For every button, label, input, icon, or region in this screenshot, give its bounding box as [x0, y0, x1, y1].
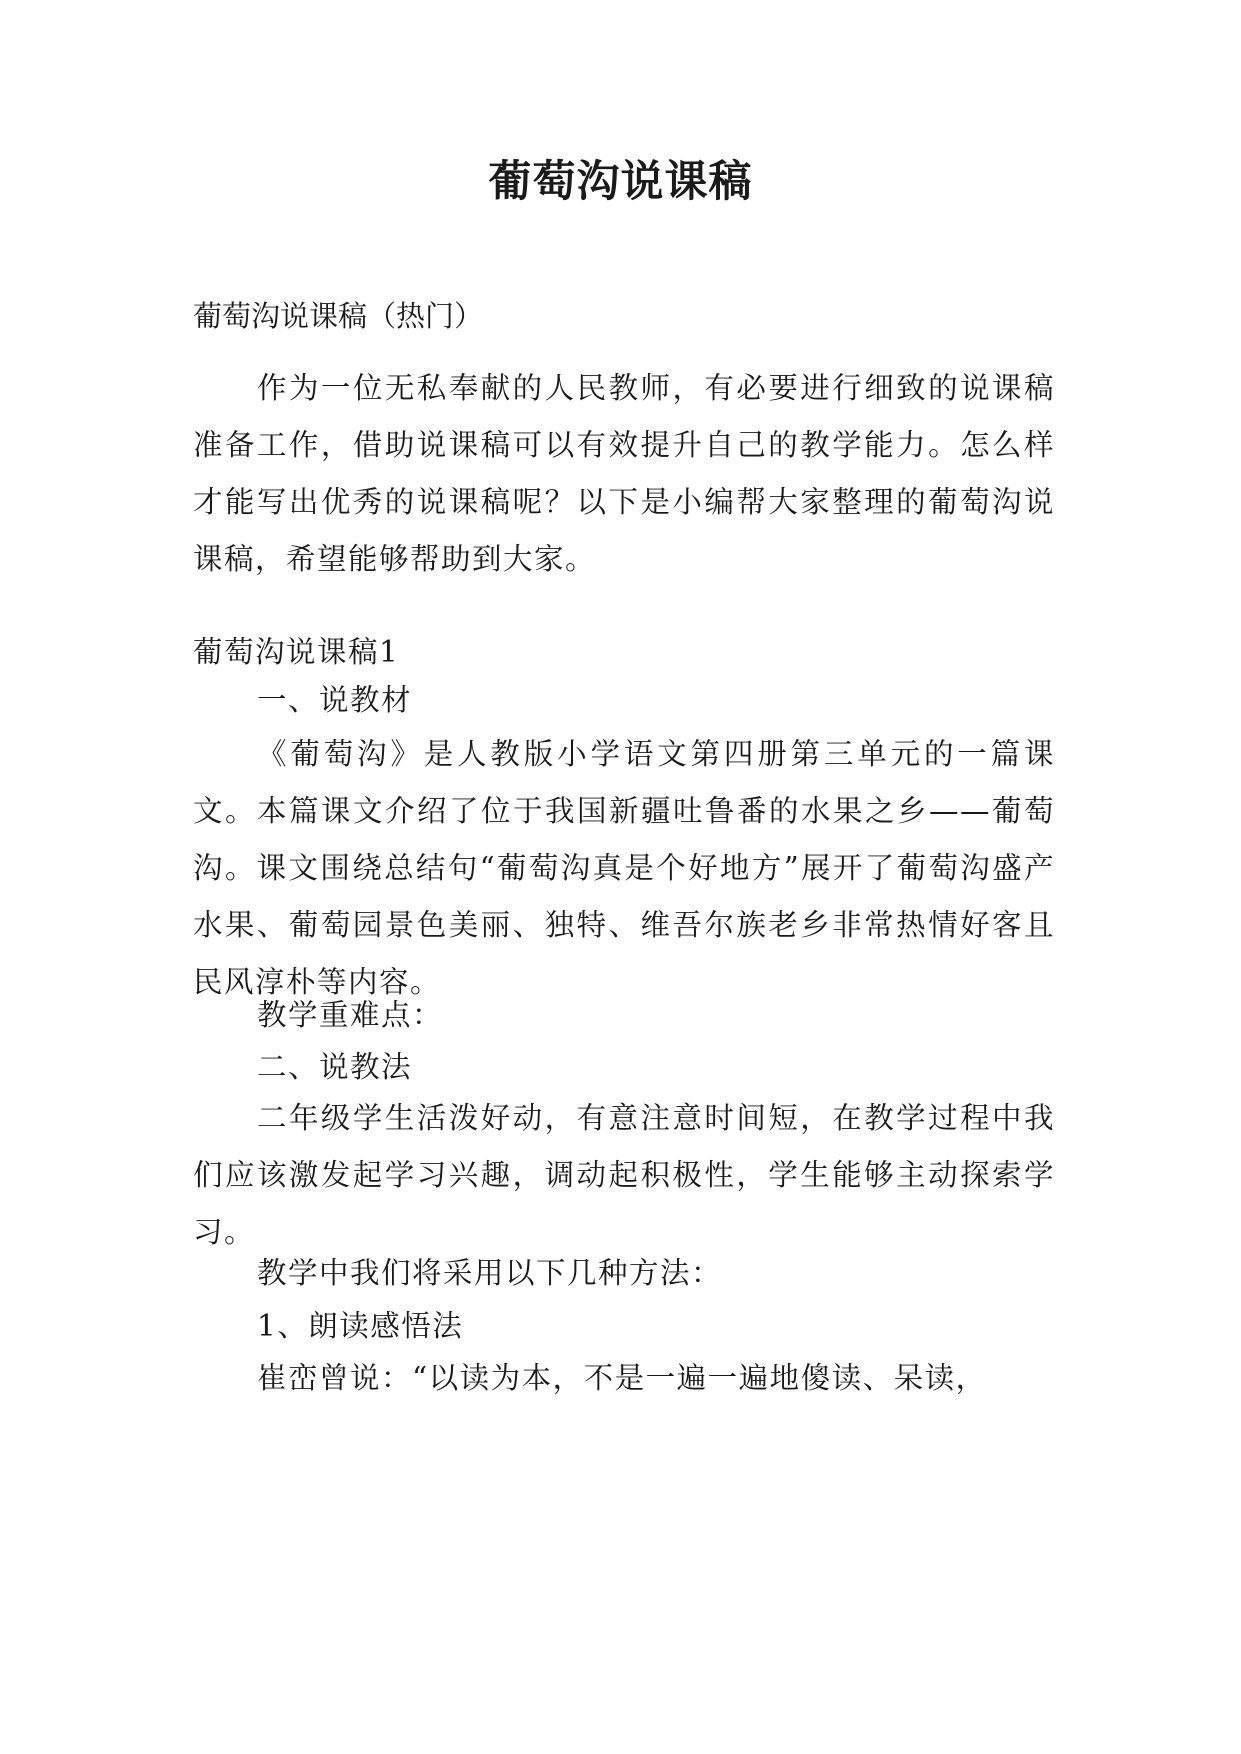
section-heading: 葡萄沟说课稿1 — [193, 635, 400, 669]
method1-paragraph: 崔峦曾说：“以读为本，不是一遍一遍地傻读、呆读， — [257, 1361, 987, 1395]
part1-heading: 一、说教材 — [257, 683, 413, 717]
part1-paragraph: 《葡萄沟》是人教版小学语文第四册第三单元的一篇课文。本篇课文介绍了位于我国新疆吐鲁番的水果之乡——葡萄沟。课文围绕总结句“葡萄沟真是个好地方”展开了葡萄沟盛产水果、葡萄园景色美丽、独特、维吾尔族老乡非常热情好客且民风淳朴等内容。 — [193, 737, 1055, 999]
method1-heading: 1、朗读感悟法 — [257, 1309, 464, 1343]
intro-paragraph: 作为一位无私奉献的人民教师，有必要进行细致的说课稿准备工作，借助说课稿可以有效提升自己的教学能力。怎么样才能写出优秀的说课稿呢？以下是小编帮大家整理的葡萄沟说课稿，希望能够帮助到大家。 — [193, 371, 1055, 576]
methods-intro: 教学中我们将采用以下几种方法： — [257, 1256, 723, 1290]
part2-heading: 二、说教法 — [257, 1050, 413, 1084]
document-title: 葡萄沟说课稿 — [488, 157, 753, 207]
part2-paragraph: 二年级学生活泼好动，有意注意时间短，在教学过程中我们应该激发起学习兴趣，调动起积极性，学生能够主动探索学习。 — [193, 1101, 1055, 1249]
key-points-label: 教学重难点： — [257, 998, 444, 1032]
document-subtitle: 葡萄沟说课稿（热门） — [193, 299, 484, 333]
